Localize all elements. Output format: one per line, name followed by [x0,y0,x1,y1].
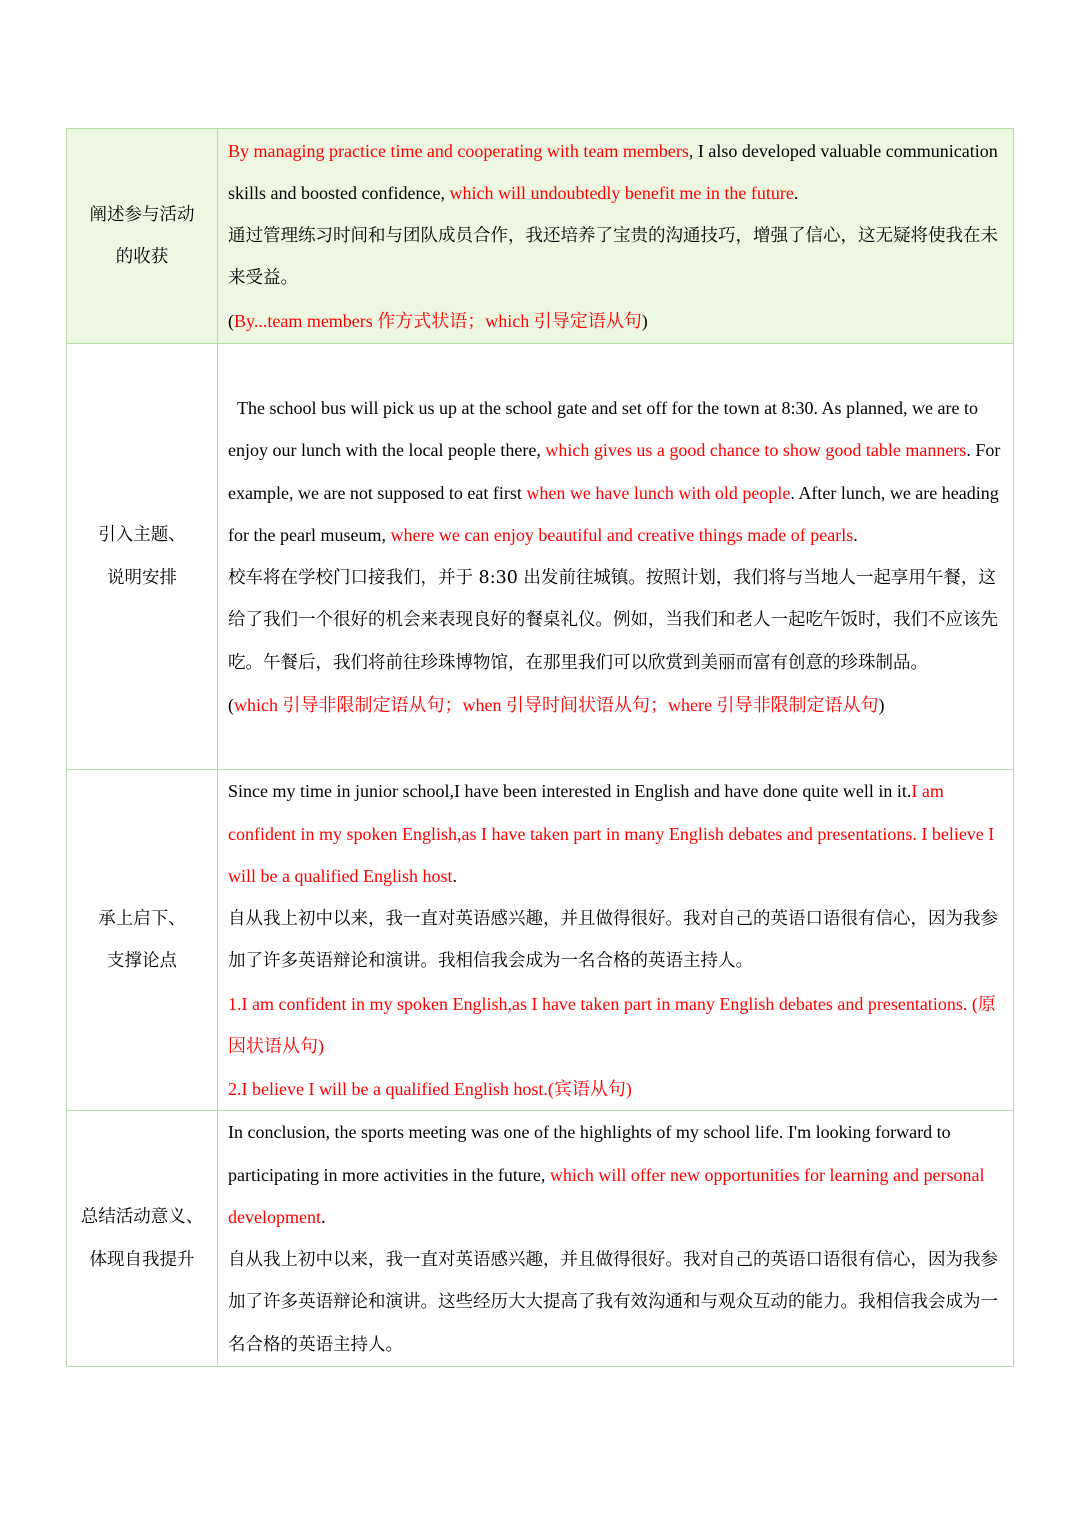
plain-phrase: . [452,866,457,886]
row-content [218,129,1014,344]
row-label [67,129,218,344]
note-bracket: ) [641,310,648,331]
plain-phrase: The school bus will pick us up at the school gate and set off for the town at 8:30. As planned, we are to enjoy our lunch with the local people there, [228,397,983,460]
plain-phrase: In conclusion, the sports meeting was one of the highlights of my school life. I'm looking forward to participating in more activities in the future, [228,1122,951,1185]
english-paragraph [228,770,1005,898]
row-label [67,344,218,770]
row-label [67,1111,218,1367]
table-row [67,344,1014,770]
note-bracket: ( [228,310,234,331]
chinese-translation: 自从我上初中以来，我一直对英语感兴趣，并且做得很好。我对自己的英语口语很有信心，因为我参加了许多英语辩论和演讲。我相信我会成为一名合格的英语主持人。 [228,908,998,971]
note-text: By...team members 作方式状语；which 引导定语从句 [234,310,642,331]
row-label-line: 支撑论点 [107,951,177,971]
row-label-line: 引入主题、 [98,525,186,545]
chinese-translation: 自从我上初中以来，我一直对英语感兴趣，并且做得很好。我对自己的英语口语很有信心，因为我参加了许多英语辩论和演讲。这些经历大大提高了我有效沟通和与观众互动的能力。我相信我会成为一名合格的英语主持人。 [228,1249,998,1355]
english-paragraph [228,130,1005,215]
english-paragraph [228,1111,1005,1239]
plain-phrase: . [793,183,799,204]
plain-phrase: , I also developed valuable communication skills and boosted confidence, [228,140,998,204]
highlighted-phrase: when we have lunch with old people [526,482,791,503]
writing-table [66,128,1014,1367]
row-content [218,1111,1014,1367]
row-content [218,770,1014,1111]
highlighted-phrase: I am confident in my spoken English,as I have taken part in many English debates and presentations. I believe I will be a qualified English host [228,781,995,886]
row-label-line: 总结活动意义、 [80,1207,204,1227]
row-label-line: 阐述参与活动 [89,204,195,225]
english-paragraph [228,387,1005,557]
plain-phrase: Since my time in junior school,I have been interested in English and have done quite well in it. [228,781,912,801]
note-bracket: ( [228,695,234,715]
plain-phrase: . [320,1207,326,1227]
plain-phrase: . After lunch, we are heading for the pearl museum, [228,482,1004,545]
row-content [218,344,1014,770]
highlighted-phrase: which will offer new opportunities for learning and personal development [228,1164,985,1227]
grammar-note [228,684,1005,727]
grammar-note: 1.I am confident in my spoken English,as I have taken part in many English debates and presentations. (原因状语从句) [228,993,996,1056]
table-row [67,129,1014,344]
row-label-line: 说明安排 [107,567,177,588]
row-label-line: 体现自我提升 [89,1249,195,1270]
row-label [67,770,218,1111]
highlighted-phrase: which gives us a good chance to show good table manners [545,440,967,460]
highlighted-phrase: By managing practice time and cooperating with team members [228,140,689,161]
row-label-line: 承上启下、 [98,908,186,929]
note-bracket: ) [878,695,885,715]
plain-phrase: . For example, we are not supposed to eat first [228,440,1005,503]
row-label-line: 的收获 [115,247,169,267]
table-row [67,770,1014,1111]
table-row [67,1111,1014,1367]
chinese-translation: 通过管理练习时间和与团队成员合作，我还培养了宝贵的沟通技巧，增强了信心，这无疑将使我在未来受益。 [228,225,998,289]
chinese-translation: 校车将在学校门口接我们，并于 8:30 出发前往城镇。按照计划，我们将与当地人一起享用午餐，这给了我们一个很好的机会来表现良好的餐桌礼仪。例如，当我们和老人一起吃午饭时，我们不应该先吃。午餐后，我们将前往珍珠博物馆，在那里我们可以欣赏到美丽而富有创意的珍珠制品。 [228,567,998,673]
highlighted-phrase: where we can enjoy beautiful and creative things made of pearls [390,525,854,545]
plain-phrase: . [853,525,858,545]
grammar-note: 2.I believe I will be a qualified English host.(宾语从句) [228,1078,632,1099]
grammar-note [228,300,1005,343]
highlighted-phrase: which will undoubtedly benefit me in the future [449,183,794,204]
note-text: which 引导非限制定语从句；when 引导时间状语从句；where 引导非限制定语从句 [234,695,879,715]
